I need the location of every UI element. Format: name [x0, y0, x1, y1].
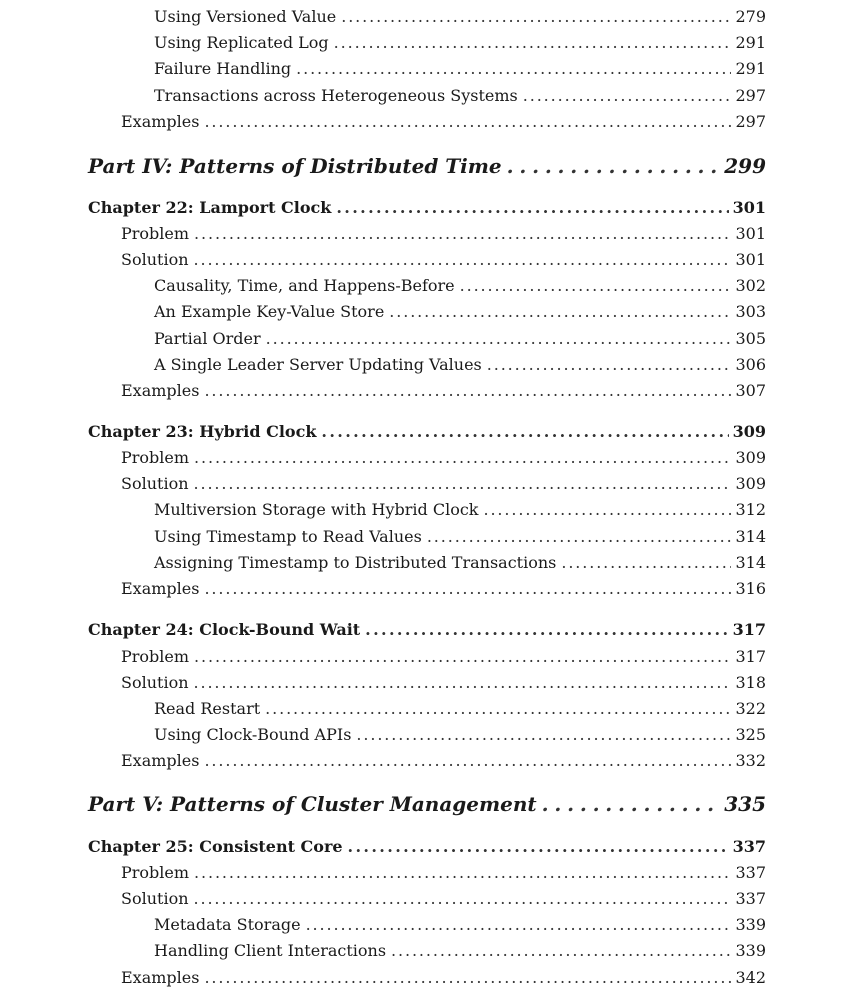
toc-chapter-title: Chapter 22: Lamport Clock: [88, 198, 332, 217]
dot-leader: [194, 673, 732, 692]
toc-entry-page: 305: [735, 329, 766, 348]
toc-entry-page: 318: [735, 673, 766, 692]
dot-leader: [321, 422, 728, 441]
dot-leader: [194, 863, 731, 882]
toc-entry[interactable]: [154, 59, 766, 78]
toc-entry-page: 291: [735, 59, 766, 78]
toc-entry-page: 302: [735, 276, 766, 295]
dot-leader: [204, 112, 731, 131]
dot-leader: [194, 250, 732, 269]
dot-leader: [306, 915, 732, 934]
toc-entry-title: Problem: [121, 863, 190, 882]
toc-entry[interactable]: [121, 647, 766, 666]
toc-entry-page: 332: [735, 751, 766, 770]
toc-entry-page: 339: [735, 941, 766, 960]
toc-chapter[interactable]: [88, 837, 766, 856]
toc-entry-page: 291: [735, 33, 766, 52]
toc-entry-title: Partial Order: [154, 329, 261, 348]
toc-entry-page: 325: [735, 725, 766, 744]
toc-entry-title: Solution: [121, 250, 189, 269]
toc-entry[interactable]: [154, 302, 766, 321]
dot-leader: [460, 276, 732, 295]
toc-entry[interactable]: [121, 751, 766, 770]
dot-leader: [204, 751, 731, 770]
toc-entry-title: Causality, Time, and Happens-Before: [154, 276, 455, 295]
toc-entry-title: An Example Key-Value Store: [154, 302, 385, 321]
toc-entry-title: Transactions across Heterogeneous Systems: [154, 86, 518, 105]
toc-entry[interactable]: [121, 673, 766, 692]
toc-entry[interactable]: [121, 889, 766, 908]
toc-entry-page: 316: [735, 579, 766, 598]
toc-entry-title: Examples: [121, 381, 200, 400]
toc-entry-title: Solution: [121, 673, 189, 692]
toc-chapter-page: 309: [732, 422, 766, 441]
toc-part-heading[interactable]: [88, 154, 766, 178]
toc-entry[interactable]: [121, 448, 766, 467]
toc-entry[interactable]: [121, 579, 766, 598]
toc-entry[interactable]: [154, 33, 766, 52]
dot-leader: [296, 59, 731, 78]
dot-leader: [487, 355, 732, 374]
toc-entry[interactable]: [121, 968, 766, 987]
dot-leader: [356, 725, 731, 744]
toc-entry[interactable]: [154, 915, 766, 934]
dot-leader: [561, 553, 731, 572]
toc-chapter-title: Chapter 24: Clock-Bound Wait: [88, 620, 361, 639]
toc-entry[interactable]: [154, 7, 766, 26]
dot-leader: [389, 302, 731, 321]
toc-entry-title: Examples: [121, 112, 200, 131]
toc-entry-title: Multiversion Storage with Hybrid Clock: [154, 500, 479, 519]
dot-leader: [266, 329, 732, 348]
toc-entry[interactable]: [121, 112, 766, 131]
toc-part-title: Part IV: Patterns of Distributed Time: [88, 154, 502, 178]
toc-chapter-page: 337: [732, 837, 766, 856]
toc-entry-title: A Single Leader Server Updating Values: [154, 355, 482, 374]
toc-entry-page: 303: [735, 302, 766, 321]
toc-entry-title: Problem: [121, 224, 190, 243]
dot-leader: [204, 381, 731, 400]
toc-entry-title: Handling Client Interactions: [154, 941, 387, 960]
dot-leader: [194, 448, 731, 467]
dot-leader: [523, 86, 732, 105]
toc-entry-page: 301: [735, 224, 766, 243]
toc-entry-page: 317: [735, 647, 766, 666]
toc-entry-page: 322: [735, 699, 766, 718]
toc-entry[interactable]: [154, 725, 766, 744]
toc-entry-title: Using Clock-Bound APIs: [154, 725, 352, 744]
dot-leader: [334, 33, 732, 52]
toc-entry-title: Examples: [121, 751, 200, 770]
toc-entry-title: Problem: [121, 647, 190, 666]
dot-leader: [204, 579, 731, 598]
toc-part-heading[interactable]: [88, 792, 766, 816]
toc-entry-title: Solution: [121, 889, 189, 908]
toc-entry-page: 337: [735, 863, 766, 882]
dot-leader: [391, 941, 731, 960]
toc-entry-page: 279: [735, 7, 766, 26]
toc-chapter[interactable]: [88, 620, 766, 639]
toc-part-page: 299: [724, 154, 766, 178]
toc-entry-title: Using Replicated Log: [154, 33, 329, 52]
toc-entry-page: 337: [735, 889, 766, 908]
toc-entry-page: 342: [735, 968, 766, 987]
dot-leader: [365, 620, 728, 639]
toc-entry-title: Using Versioned Value: [154, 7, 337, 26]
toc-entry-page: 309: [735, 448, 766, 467]
dot-leader: [348, 837, 729, 856]
toc-entry-title: Failure Handling: [154, 59, 292, 78]
dot-leader: [194, 224, 731, 243]
toc-entry-page: 297: [735, 112, 766, 131]
toc-entry-title: Using Timestamp to Read Values: [154, 527, 422, 546]
dot-leader: [194, 647, 731, 666]
toc-chapter-title: Chapter 25: Consistent Core: [88, 837, 343, 856]
toc-entry-title: Examples: [121, 968, 200, 987]
toc-chapter-page: 301: [732, 198, 766, 217]
toc-entry-page: 306: [735, 355, 766, 374]
toc-chapter[interactable]: [88, 422, 766, 441]
toc-entry[interactable]: [154, 527, 766, 546]
toc-entry-page: 301: [735, 250, 766, 269]
toc-entry[interactable]: [121, 224, 766, 243]
toc-entry-title: Read Restart: [154, 699, 261, 718]
dot-leader: [427, 527, 732, 546]
toc-chapter-page: 317: [732, 620, 766, 639]
dot-leader: [507, 154, 721, 178]
toc-entry-title: Solution: [121, 474, 189, 493]
toc-part-title: Part V: Patterns of Cluster Management: [88, 792, 537, 816]
toc-entry[interactable]: [154, 500, 766, 519]
toc-entry[interactable]: [154, 553, 766, 572]
dot-leader: [341, 7, 731, 26]
dot-leader: [483, 500, 731, 519]
toc-entry[interactable]: [154, 329, 766, 348]
toc-entry-title: Metadata Storage: [154, 915, 301, 934]
toc-chapter-title: Chapter 23: Hybrid Clock: [88, 422, 317, 441]
dot-leader: [265, 699, 731, 718]
toc-entry-page: 339: [735, 915, 766, 934]
dot-leader: [204, 968, 731, 987]
toc-entry-page: 312: [735, 500, 766, 519]
toc-entry[interactable]: [154, 941, 766, 960]
toc-entry[interactable]: [154, 355, 766, 374]
toc-entry-title: Problem: [121, 448, 190, 467]
toc-entry-page: 314: [735, 553, 766, 572]
toc-entry[interactable]: [121, 863, 766, 882]
toc-entry-page: 297: [735, 86, 766, 105]
toc-entry[interactable]: [121, 381, 766, 400]
toc-entry-title: Assigning Timestamp to Distributed Transactions: [154, 553, 557, 572]
dot-leader: [194, 474, 732, 493]
toc-entry[interactable]: [121, 250, 766, 269]
dot-leader: [542, 792, 721, 816]
toc-chapter[interactable]: [88, 198, 766, 217]
toc-entry-page: 314: [735, 527, 766, 546]
dot-leader: [336, 198, 728, 217]
toc-entry[interactable]: [154, 276, 766, 295]
toc-entry-title: Examples: [121, 579, 200, 598]
toc-part-page: 335: [724, 792, 766, 816]
dot-leader: [194, 889, 732, 908]
toc-entry[interactable]: [154, 86, 766, 105]
toc-entry[interactable]: [121, 474, 766, 493]
toc-entry[interactable]: [154, 699, 766, 718]
toc-entry-page: 309: [735, 474, 766, 493]
toc-entry-page: 307: [735, 381, 766, 400]
